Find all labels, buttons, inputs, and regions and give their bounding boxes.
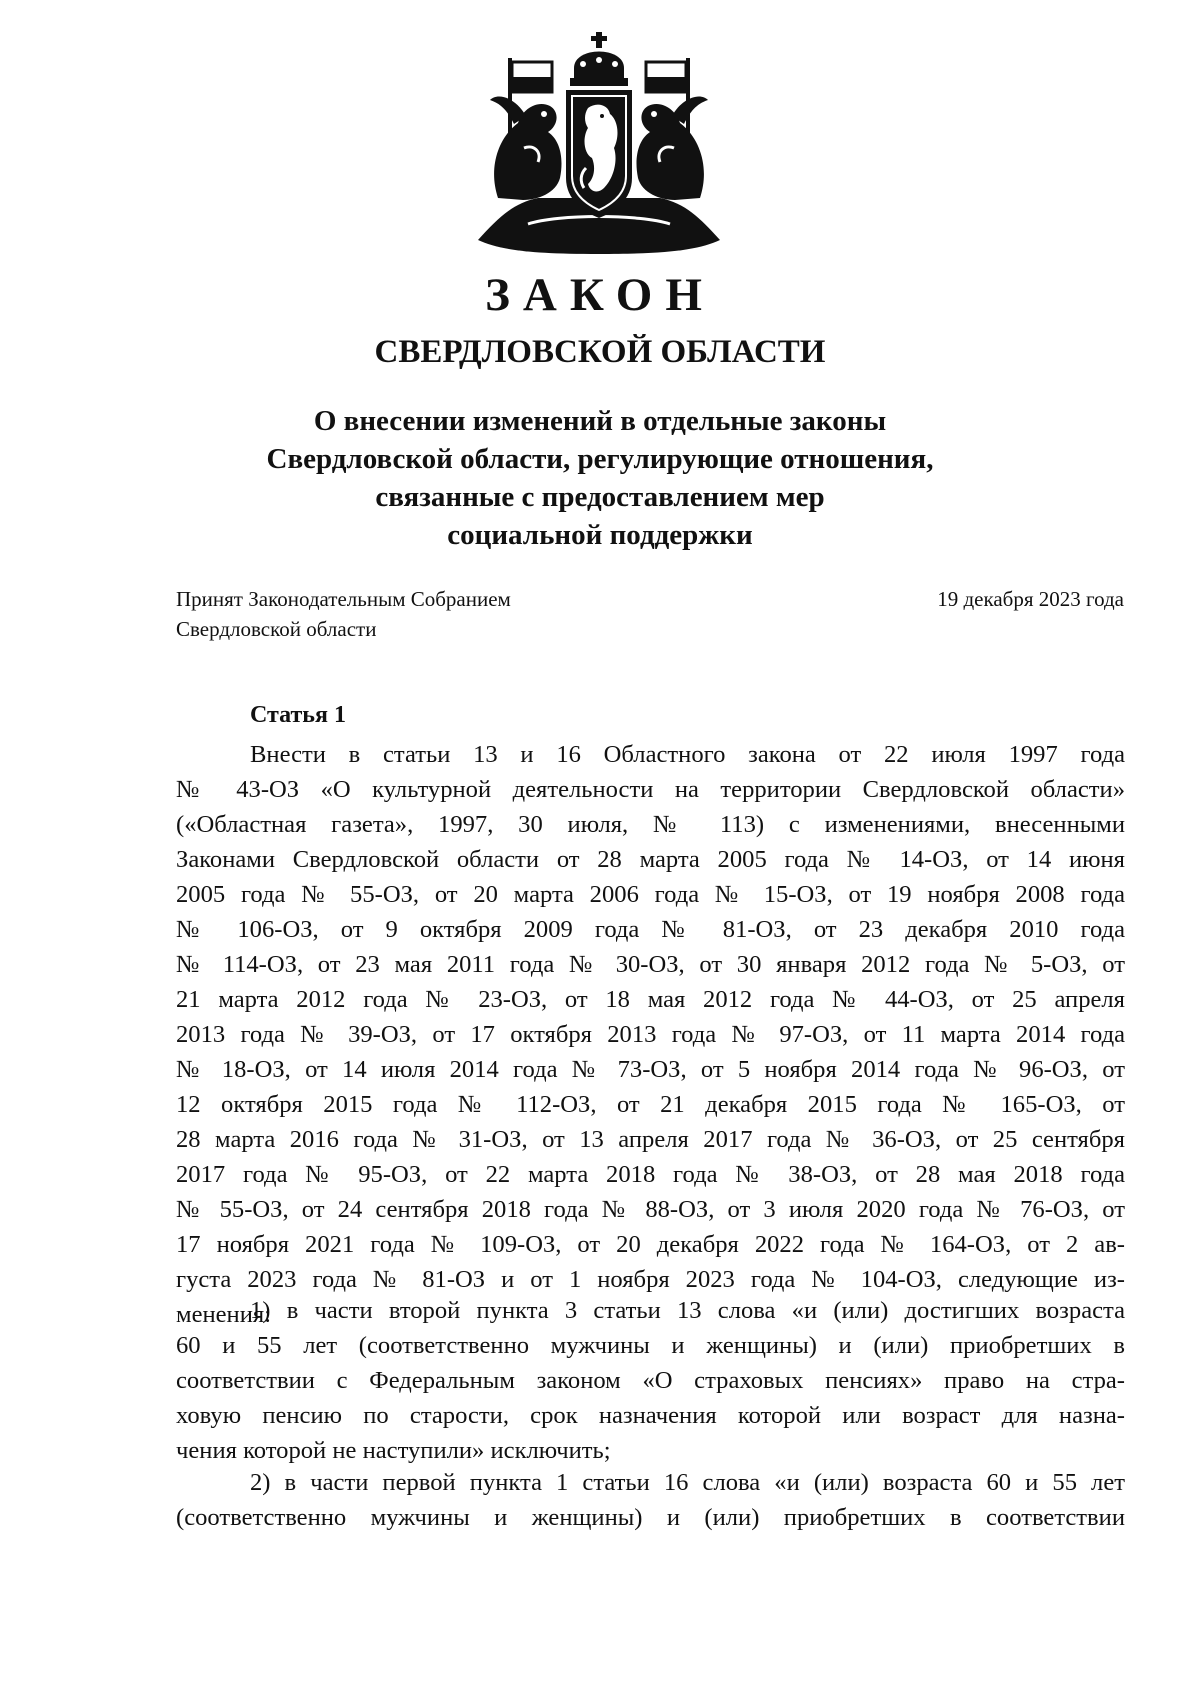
text-line: № 43-ОЗ «О культурной деятельности на территории Свердловской области» bbox=[176, 776, 1125, 803]
law-title-line: связанные с предоставлением мер bbox=[375, 481, 825, 513]
text-line: соответствии с Федеральным законом «О страховых пенсиях» право на стра- bbox=[176, 1367, 1125, 1394]
text-line: 17 ноября 2021 года № 109-ОЗ, от 20 декабря 2022 года № 164-ОЗ, от 2 ав- bbox=[176, 1231, 1125, 1258]
text-line: («Областная газета», 1997, 30 июля, № 113) с изменениями, внесенными bbox=[176, 811, 1125, 838]
text-line: густа 2023 года № 81-ОЗ и от 1 ноября 2023 года № 104-ОЗ, следующие из- bbox=[176, 1266, 1125, 1293]
adoption-date: 19 декабря 2023 года bbox=[937, 587, 1124, 611]
text-line: менения: bbox=[176, 1301, 272, 1328]
law-title-line: Свердловской области, регулирующие отношения, bbox=[266, 443, 934, 475]
law-title bbox=[0, 402, 1200, 554]
text-line: Законами Свердловской области от 28 марта 2005 года № 14-ОЗ, от 14 июня bbox=[176, 846, 1125, 873]
text-line: 28 марта 2016 года № 31-ОЗ, от 13 апреля 2017 года № 36-ОЗ, от 25 сентября bbox=[176, 1126, 1125, 1153]
law-title-line: О внесении изменений в отдельные законы bbox=[313, 405, 887, 437]
article-item-2 bbox=[176, 1465, 1125, 1535]
text-line: № 106-ОЗ, от 9 октября 2009 года № 81-ОЗ, от 23 декабря 2010 года bbox=[176, 916, 1125, 943]
text-line: 2) в части первой пункта 1 статьи 16 слова «и (или) возраста 60 и 55 лет bbox=[250, 1469, 1125, 1496]
text-line: 1) в части второй пункта 3 статьи 13 слова «и (или) достигших возраста bbox=[250, 1297, 1125, 1324]
adoption-statement bbox=[176, 584, 511, 644]
article-heading: Статья 1 bbox=[250, 702, 346, 728]
text-line: № 18-ОЗ, от 14 июля 2014 года № 73-ОЗ, от 5 ноября 2014 года № 96-ОЗ, от bbox=[176, 1056, 1125, 1083]
region-title: СВЕРДЛОВСКОЙ ОБЛАСТИ bbox=[374, 334, 826, 370]
adoption-line: Принят Законодательным Собранием bbox=[176, 587, 511, 611]
coat-of-arms-icon bbox=[468, 28, 730, 258]
text-line: Внести в статьи 13 и 16 Областного закона от 22 июля 1997 года bbox=[250, 741, 1125, 768]
text-line: № 114-ОЗ, от 23 мая 2011 года № 30-ОЗ, от 30 января 2012 года № 5-ОЗ, от bbox=[176, 951, 1125, 978]
law-title-line: социальной поддержки bbox=[447, 519, 753, 551]
adoption-line: Свердловской области bbox=[176, 617, 377, 641]
text-line: 60 и 55 лет (соответственно мужчины и женщины) и (или) приобретших в bbox=[176, 1332, 1125, 1359]
text-line: № 55-ОЗ, от 24 сентября 2018 года № 88-ОЗ, от 3 июля 2020 года № 76-ОЗ, от bbox=[176, 1196, 1125, 1223]
text-line: 21 марта 2012 года № 23-ОЗ, от 18 мая 2012 года № 44-ОЗ, от 25 апреля bbox=[176, 986, 1125, 1013]
article-item-1 bbox=[176, 1293, 1125, 1468]
text-line: чения которой не наступили» исключить; bbox=[176, 1437, 611, 1464]
text-line: 2005 года № 55-ОЗ, от 20 марта 2006 года № 15-ОЗ, от 19 ноября 2008 года bbox=[176, 881, 1125, 908]
text-line: 2017 года № 95-ОЗ, от 22 марта 2018 года № 38-ОЗ, от 28 мая 2018 года bbox=[176, 1161, 1125, 1188]
article-intro-paragraph bbox=[176, 737, 1125, 1332]
text-line: ховую пенсию по старости, срок назначения которой или возраст для назна- bbox=[176, 1402, 1125, 1429]
text-line: 2013 года № 39-ОЗ, от 17 октября 2013 года № 97-ОЗ, от 11 марта 2014 года bbox=[176, 1021, 1125, 1048]
text-line: (соответственно мужчины и женщины) и (или) приобретших в соответствии bbox=[176, 1504, 1125, 1531]
document-type-title: ЗАКОН bbox=[485, 269, 715, 321]
text-line: 12 октября 2015 года № 112-ОЗ, от 21 декабря 2015 года № 165-ОЗ, от bbox=[176, 1091, 1125, 1118]
